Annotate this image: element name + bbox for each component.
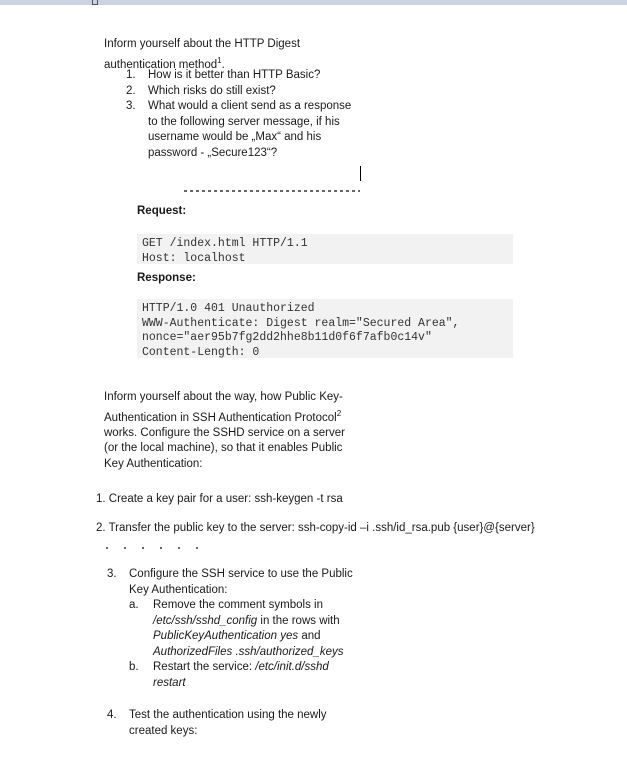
response-line: Content-Length: 0 [142, 345, 260, 359]
text-cursor [360, 166, 361, 181]
request-label: Request: [137, 205, 187, 217]
response-line: WWW-Authenticate: Digest realm="Secured Area", [142, 316, 460, 330]
corner-mark [92, 0, 98, 5]
config-substep: a. Remove the comment symbols in /etc/ssh/sshd_config in the rows with PublicKeyAuthentication yes and AuthorizedFiles .ssh/authorized_keys [129, 599, 344, 658]
ssh-intro: Inform yourself about the way, how Public Key-Authentication in SSH Authentication Protocol$^2$ works. Configure the SSHD service on a server (or the local machine), so that it enables Public Key Authentication: [104, 391, 345, 470]
request-code-block [137, 234, 513, 264]
step-transfer-key: 2. Transfer the public key to the server: ssh-copy-id –i .ssh/id_rsa.pub {user}@{server} [96, 522, 535, 534]
config-step: 3. Configure the SSH service to use the Public Key Authentication: a. Remove the comment symbols in /etc/ssh/sshd_config in the rows with PublicKeyAuthentication yes and AuthorizedFiles .ssh/authorized_keys b. Restart the service: /etc/init.d/sshd restart [107, 567, 357, 691]
digest-intro: Inform yourself about the HTTP Digest authentication method$^1$. [104, 38, 301, 71]
clipped-text-line [184, 190, 360, 192]
config-substep: b. Restart the service: /etc/init.d/sshd restart [129, 661, 329, 689]
question-item: 2. Which risks do still exist? [126, 84, 276, 97]
test-step-list [107, 708, 357, 739]
request-line: GET /index.html HTTP/1.1 [142, 237, 308, 250]
question-item: 1. How is it better than HTTP Basic? [126, 69, 321, 81]
step-create-key: 1. Create a key pair for a user: ssh-keygen -t rsa [96, 493, 343, 505]
response-line: nonce="aer95b7fg2dd2hhe8b11d0f6f7afb0c14v" [142, 331, 432, 344]
ssh-section [104, 390, 356, 472]
question-item: 3. What would a client send as a response to the following server message, if his username would be „Max“ and his password - „Secure123“? [126, 100, 352, 159]
config-list [107, 567, 357, 691]
response-label: Response: [137, 272, 196, 284]
response-code-block [137, 299, 513, 358]
digest-question-list [126, 68, 358, 161]
response-line: HTTP/1.0 401 Unauthorized [142, 302, 315, 315]
config-step: 4. Test the authentication using the newly created keys: [107, 709, 327, 737]
request-line: Host: localhost [142, 251, 246, 265]
clipped-text-line [106, 547, 214, 549]
